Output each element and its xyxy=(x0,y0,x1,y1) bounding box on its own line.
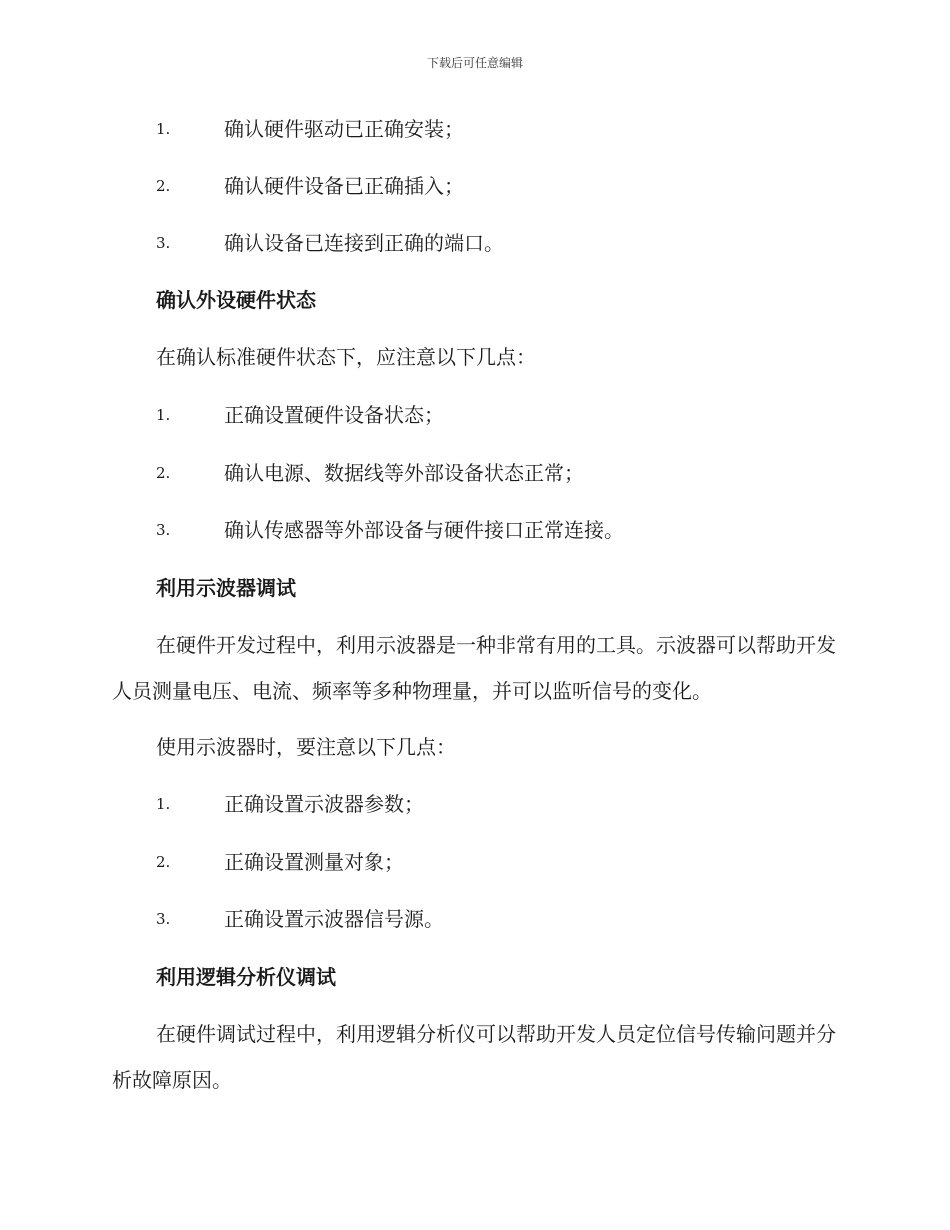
list-item-number: 2. xyxy=(156,464,171,482)
list-item-text: 确认硬件驱动已正确安装； xyxy=(224,117,464,141)
list-item-number: 2. xyxy=(156,853,171,871)
list-item-number: 1. xyxy=(156,406,171,424)
section-paragraph: 在硬件调试过程中，利用逻辑分析仪可以帮助开发人员定位信号传输问题并分析故障原因。 xyxy=(112,1022,836,1092)
list-item-number: 3. xyxy=(156,910,171,928)
list-item-text: 正确设置示波器信号源。 xyxy=(224,907,444,931)
section-heading: 利用逻辑分析仪调试 xyxy=(156,965,336,989)
section-heading: 利用示波器调试 xyxy=(156,576,296,600)
list-item-number: 2. xyxy=(156,177,171,195)
section-paragraph: 在硬件开发过程中，利用示波器是一种非常有用的工具。示波器可以帮助开发人员测量电压、电流、频率等多种物理量，并可以监听信号的变化。 xyxy=(112,633,836,703)
list-item-text: 正确设置示波器参数； xyxy=(224,792,424,816)
list-item-text: 确认硬件设备已正确插入； xyxy=(224,174,464,198)
list-item-number: 3. xyxy=(156,521,171,539)
section-intro: 在确认标准硬件状态下，应注意以下几点： xyxy=(156,345,536,369)
list-item-number: 3. xyxy=(156,234,171,252)
section-intro: 使用示波器时，要注意以下几点： xyxy=(156,735,456,759)
list-item-text: 正确设置硬件设备状态； xyxy=(224,403,444,427)
list-item-number: 1. xyxy=(156,120,171,138)
list-item-text: 正确设置测量对象； xyxy=(224,850,404,874)
section-heading: 确认外设硬件状态 xyxy=(156,288,316,312)
list-item-number: 1. xyxy=(156,795,171,813)
list-item-text: 确认传感器等外部设备与硬件接口正常连接。 xyxy=(224,518,624,542)
list-item-text: 确认电源、数据线等外部设备状态正常； xyxy=(224,461,584,485)
list-item-text: 确认设备已连接到正确的端口。 xyxy=(224,231,504,255)
page-header: 下载后可任意编辑 xyxy=(426,56,523,70)
